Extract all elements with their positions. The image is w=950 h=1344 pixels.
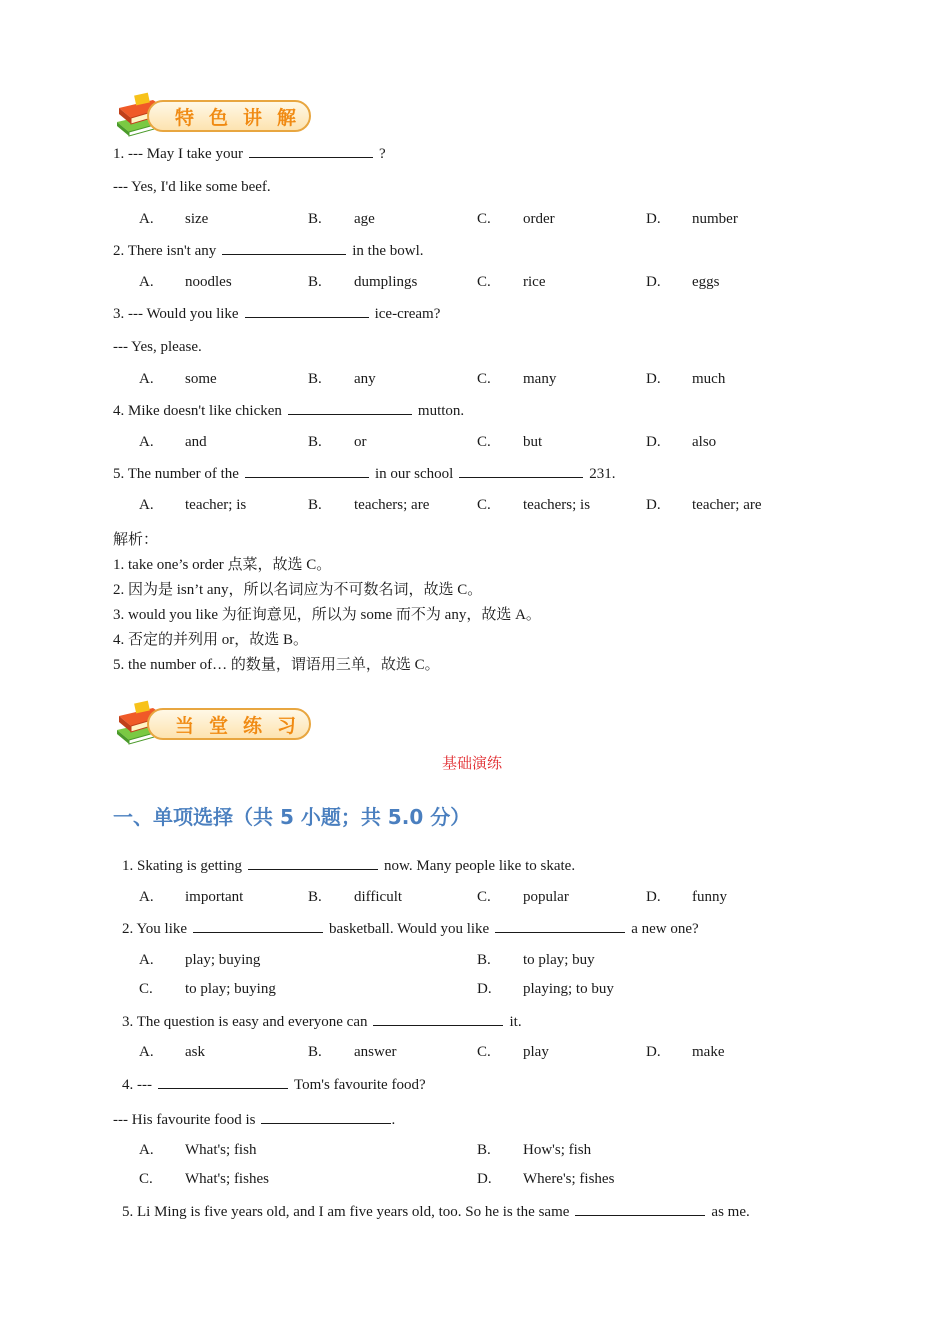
s1-question-2: 2. There isn't any in the bowl. xyxy=(113,243,424,259)
s2-question-1: 1. Skating is getting now. Many people like to skate. xyxy=(122,858,576,874)
answer-blank xyxy=(222,242,346,255)
option-text: How's; fish xyxy=(523,1142,592,1158)
s2-q4-options-row1: A. What's; fish B. How's; fish xyxy=(139,1142,592,1158)
option-text: ask xyxy=(185,1044,205,1060)
s2-question-2: 2. You like basketball. Would you like a new one? xyxy=(122,921,699,937)
practice-subtitle: 基础演练 xyxy=(442,754,503,772)
analysis-title: 解析： xyxy=(113,532,159,548)
s2-q2-options-row2: C. to play; buying D. playing; to buy xyxy=(139,981,614,997)
s1-q3-options: A. some B. any C. many D. much xyxy=(139,371,726,387)
analysis-line: 2. 因为是 isn’t any，所以名词应为不可数名词，故选 C。 xyxy=(113,582,483,598)
option-text: Where's; fishes xyxy=(523,1171,615,1187)
option-text: also xyxy=(692,434,717,450)
answer-blank xyxy=(495,920,625,933)
s1-q2-options: A. noodles B. dumplings C. rice D. eggs xyxy=(139,274,720,290)
answer-blank xyxy=(245,465,369,478)
analysis-line: 5. the number of… 的数量，谓语用三单，故选 C。 xyxy=(113,657,440,673)
answer-blank xyxy=(158,1076,288,1089)
s2-question-3: 3. The question is easy and everyone can it. xyxy=(122,1014,522,1030)
option-text: age xyxy=(354,211,375,227)
option-text: teachers; are xyxy=(354,497,430,513)
s1-q5-options: A. teacher; is B. teachers; are C. teachers; is D. teacher; are xyxy=(139,497,762,513)
option-text: rice xyxy=(523,274,546,290)
s1-q4-options: A. and B. or C. but D. also xyxy=(139,434,717,450)
banner-char: 特 xyxy=(175,107,195,129)
option-text: some xyxy=(185,371,217,387)
option-text: much xyxy=(692,371,726,387)
option-text: to play; buying xyxy=(185,981,276,997)
banner-practice-pill xyxy=(147,708,311,740)
analysis-line: 4. 否定的并列用 or，故选 B。 xyxy=(113,632,309,648)
answer-blank xyxy=(459,465,583,478)
option-text: What's; fish xyxy=(185,1142,257,1158)
banner-char: 解 xyxy=(277,107,297,129)
option-text: order xyxy=(523,211,555,227)
option-text: play; buying xyxy=(185,952,261,968)
s2-question-5: 5. Li Ming is five years old, and I am five years old, too. So he is the same as me. xyxy=(122,1204,750,1220)
answer-blank xyxy=(288,402,412,415)
option-text: many xyxy=(523,371,557,387)
option-text: make xyxy=(692,1044,725,1060)
option-text: funny xyxy=(692,889,727,905)
option-text: What's; fishes xyxy=(185,1171,269,1187)
s1-question-5: 5. The number of the in our school 231. xyxy=(113,466,616,482)
s2-q1-options: A. important B. difficult C. popular D. funny xyxy=(139,889,727,905)
s1-question-1: 1. --- May I take your ? xyxy=(113,146,386,162)
answer-blank xyxy=(245,305,369,318)
s2-question-4: 4. --- Tom's favourite food? xyxy=(122,1077,426,1093)
option-text: eggs xyxy=(692,274,720,290)
banner-char: 当 xyxy=(175,715,195,737)
answer-blank xyxy=(249,145,373,158)
s1-q3-reply: --- Yes, please. xyxy=(113,339,202,355)
option-text: size xyxy=(185,211,209,227)
s2-q3-options: A. ask B. answer C. play D. make xyxy=(139,1044,725,1060)
s1-q1-options: A. size B. age C. order D. number xyxy=(139,211,738,227)
option-text: playing; to buy xyxy=(523,981,614,997)
answer-blank xyxy=(248,857,378,870)
banner-char: 堂 xyxy=(209,715,229,737)
banner-char: 练 xyxy=(243,715,263,737)
option-text: teachers; is xyxy=(523,497,591,513)
banner-char: 习 xyxy=(277,715,297,737)
option-text: play xyxy=(523,1044,549,1060)
option-text: any xyxy=(354,371,376,387)
option-text: and xyxy=(185,434,207,450)
s2-q4-options-row2: C. What's; fishes D. Where's; fishes xyxy=(139,1171,615,1187)
section-title: 一、单项选择（共 5 小题；共 5.0 分） xyxy=(113,805,471,829)
answer-blank xyxy=(575,1203,705,1216)
option-text: teacher; are xyxy=(692,497,762,513)
s2-q2-options-row1: A. play; buying B. to play; buy xyxy=(139,952,595,968)
analysis-line: 3. would you like 为征询意见，所以为 some 而不为 any，故选 A。 xyxy=(113,607,541,623)
option-text: to play; buy xyxy=(523,952,595,968)
option-text: dumplings xyxy=(354,274,418,290)
s1-q1-reply: --- Yes, I'd like some beef. xyxy=(113,179,271,195)
option-text: or xyxy=(354,434,367,450)
answer-blank xyxy=(373,1013,503,1026)
option-text: difficult xyxy=(354,889,403,905)
s1-question-4: 4. Mike doesn't like chicken mutton. xyxy=(113,403,465,419)
s2-q4-reply: --- His favourite food is . xyxy=(113,1112,396,1128)
banner-features xyxy=(113,92,313,136)
option-text: number xyxy=(692,211,738,227)
banner-char: 色 xyxy=(209,107,229,129)
option-text: but xyxy=(523,434,543,450)
option-text: important xyxy=(185,889,244,905)
answer-blank xyxy=(261,1111,391,1124)
banner-practice xyxy=(113,700,313,744)
option-text: answer xyxy=(354,1044,397,1060)
option-text: popular xyxy=(523,889,569,905)
banner-features-pill xyxy=(147,100,311,132)
answer-blank xyxy=(193,920,323,933)
option-text: teacher; is xyxy=(185,497,247,513)
analysis-line: 1. take one’s order 点菜，故选 C。 xyxy=(113,557,332,573)
s1-question-3: 3. --- Would you like ice-cream? xyxy=(113,306,441,322)
banner-char: 讲 xyxy=(243,107,263,129)
option-text: noodles xyxy=(185,274,232,290)
